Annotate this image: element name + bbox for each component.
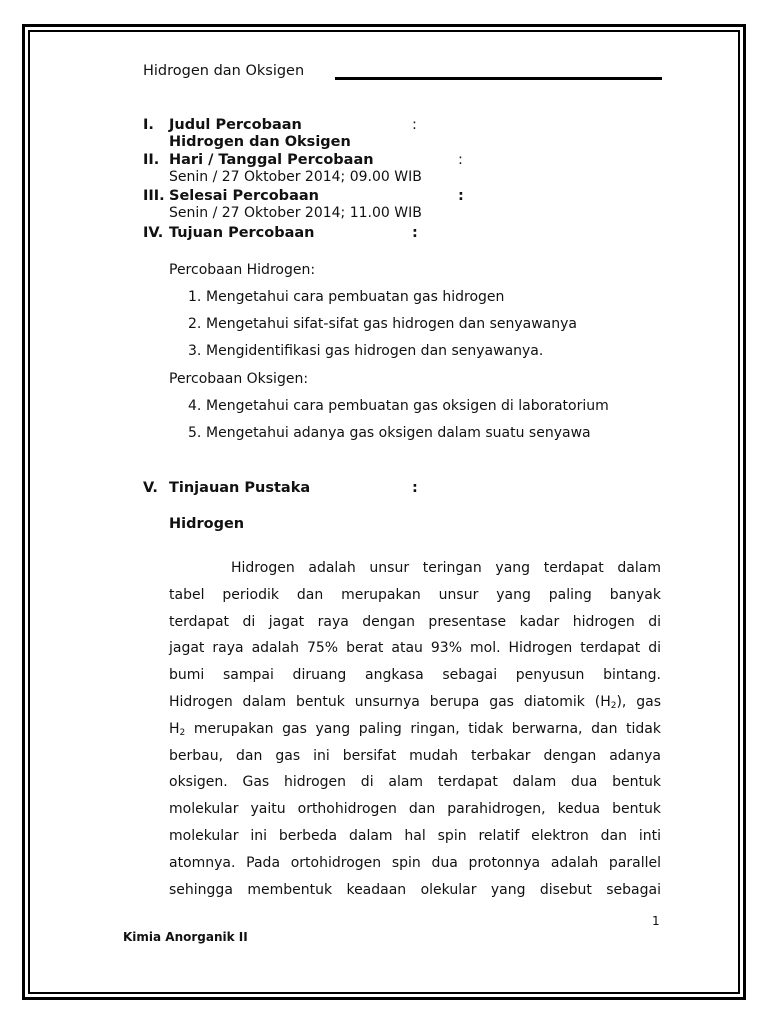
body-paragraph	[169, 555, 661, 903]
paragraph-line-text: merupakan gas yang paling ringan, tidak berwarna, dan tidak	[193, 720, 661, 737]
paragraph-line-with-subscript	[169, 689, 661, 716]
paragraph-line: berbau, dan gas ini bersifat mudah terbakar dengan adanya	[169, 747, 661, 764]
page-number: 1	[652, 914, 660, 928]
subheading-hidrogen: Hidrogen	[169, 516, 245, 532]
paragraph-line-head: H	[169, 720, 180, 737]
section-2-value: Senin / 27 Oktober 2014; 09.00 WIB	[169, 169, 422, 185]
paragraph-line: terdapat di jagat raya dengan presentase kadar hidrogen di	[169, 613, 661, 630]
paragraph-line: atomnya. Pada ortohidrogen spin dua protonnya adalah parallel	[169, 854, 661, 871]
paragraph-line-tail: ), gas	[616, 693, 661, 710]
section-2-colon: :	[458, 152, 463, 168]
paragraph-line: molekular ini berbeda dalam hal spin relatif elektron dan inti	[169, 827, 661, 844]
footer-text: Kimia Anorganik II	[123, 930, 248, 944]
group-hidrogen-label: Percobaan Hidrogen:	[169, 262, 316, 278]
list-item-number: 1.	[188, 289, 202, 305]
section-5-number: V.	[143, 480, 158, 496]
section-5-colon: :	[412, 480, 418, 496]
section-3-number: III.	[143, 188, 165, 204]
paragraph-line: sehingga membentuk keadaan olekular yang disebut sebagai	[169, 881, 661, 898]
paragraph-line: oksigen. Gas hidrogen di alam terdapat dalam dua bentuk	[169, 774, 661, 791]
section-2-label: Hari / Tanggal Percobaan	[169, 152, 374, 168]
section-3-value: Senin / 27 Oktober 2014; 11.00 WIB	[169, 205, 422, 221]
list-item-number: 3.	[188, 343, 202, 359]
list-item-number: 4.	[188, 398, 202, 414]
list-item: Mengetahui cara pembuatan gas oksigen di laboratorium	[206, 398, 609, 414]
paragraph-line-with-subscript	[169, 716, 661, 743]
paragraph-line: molekular yaitu orthohidrogen dan parahidrogen, kedua bentuk	[169, 801, 661, 818]
paragraph-line: tabel periodik dan merupakan unsur yang paling banyak	[169, 586, 661, 603]
section-4-colon: :	[412, 225, 418, 241]
group-oksigen-label: Percobaan Oksigen:	[169, 371, 309, 387]
section-2-number: II.	[143, 152, 160, 168]
list-item: Mengidentifikasi gas hidrogen dan senyawanya.	[206, 343, 544, 359]
header-rule	[335, 77, 662, 80]
section-3-label: Selesai Percobaan	[169, 188, 319, 204]
section-1-colon: :	[412, 117, 417, 133]
section-3-colon: :	[458, 188, 464, 204]
section-1-number: I.	[143, 117, 154, 133]
paragraph-line: bumi sampai diruang angkasa sebagai penyusun bintang.	[169, 667, 661, 684]
subscript: 2	[179, 727, 186, 738]
section-5-label: Tinjauan Pustaka	[169, 480, 311, 496]
section-4-label: Tujuan Percobaan	[169, 225, 315, 241]
subscript: 2	[610, 700, 617, 711]
section-4-number: IV.	[143, 225, 164, 241]
list-item: Mengetahui sifat-sifat gas hidrogen dan senyawanya	[206, 316, 577, 332]
list-item: Mengetahui cara pembuatan gas hidrogen	[206, 289, 505, 305]
list-item-number: 5.	[188, 425, 202, 441]
paragraph-line: jagat raya adalah 75% berat atau 93% mol. Hidrogen terdapat di	[169, 640, 661, 657]
list-item-number: 2.	[188, 316, 202, 332]
section-1-value: Hidrogen dan Oksigen	[169, 134, 351, 150]
paragraph-line-text: Hidrogen dalam bentuk unsurnya berupa gas diatomik (H	[169, 693, 611, 710]
list-item: Mengetahui adanya gas oksigen dalam suatu senyawa	[206, 425, 591, 441]
section-1-label: Judul Percobaan	[169, 117, 302, 133]
header-title: Hidrogen dan Oksigen	[143, 63, 305, 79]
paragraph-line: Hidrogen adalah unsur teringan yang terdapat dalam	[231, 560, 661, 576]
